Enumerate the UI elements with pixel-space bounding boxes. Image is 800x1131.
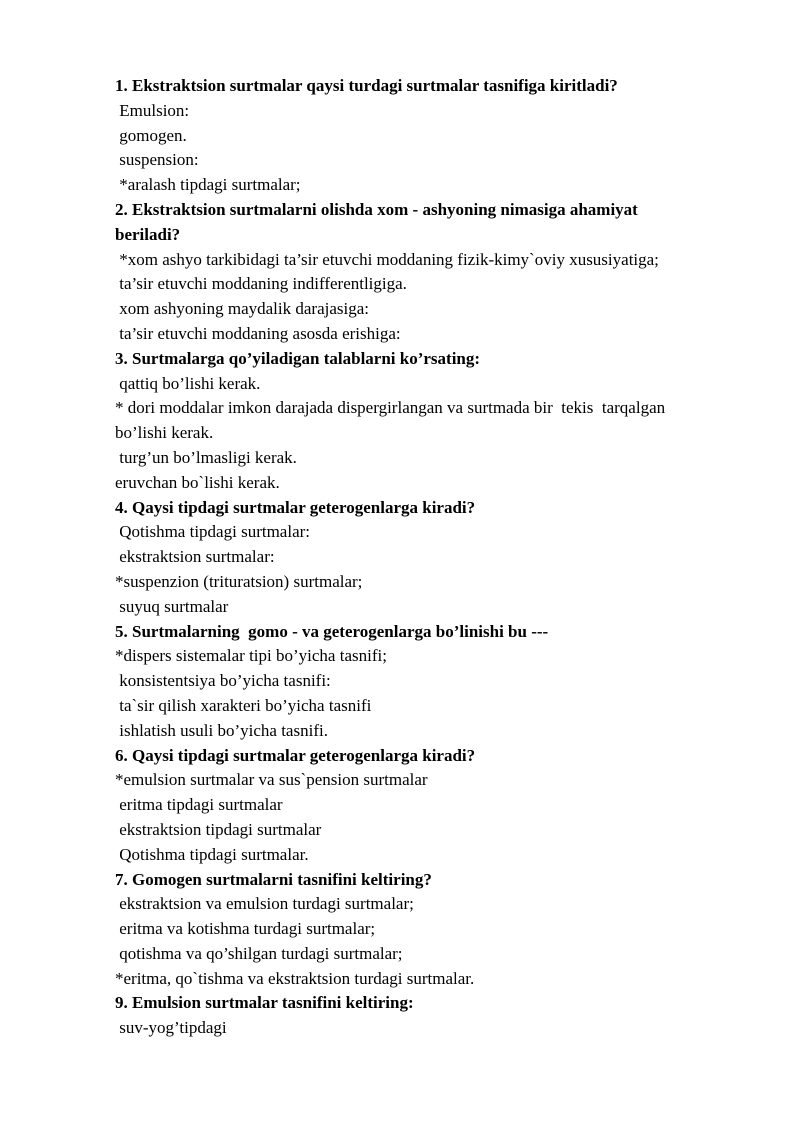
question-4-option-1: Qotishma tipdagi surtmalar: xyxy=(115,522,310,542)
question-9-option-1: suv-yog’tipdagi xyxy=(115,1018,227,1038)
question-1-option-2: gomogen. xyxy=(115,125,187,145)
question-2-line-1: 2. Ekstraktsion surtmalarni olishda xom - ashyoning nimasiga ahamiyat xyxy=(115,199,638,219)
question-3-option-2-line-2: bo’lishi kerak. xyxy=(115,423,214,443)
question-1-line-1: 1. Ekstraktsion surtmalar qaysi turdagi surtmalar tasnifiga kiritladi? xyxy=(115,76,618,95)
question-6-option-3: ekstraktsion tipdagi surtmalar xyxy=(115,819,322,839)
question-2-line-2: beriladi? xyxy=(115,224,181,244)
question-6-line-1: 6. Qaysi tipdagi surtmalar geterogenlarga kiradi? xyxy=(115,745,476,765)
question-4-line-1: 4. Qaysi tipdagi surtmalar geterogenlarga kiradi? xyxy=(115,497,476,517)
question-6-option-1: *emulsion surtmalar va sus`pension surtmalar xyxy=(115,770,428,790)
question-7-option-4: *eritma, qo`tishma va ekstraktsion turdagi surtmalar. xyxy=(115,968,475,988)
question-7-option-2: eritma va kotishma turdagi surtmalar; xyxy=(115,919,376,939)
question-9-line-1: 9. Emulsion surtmalar tasnifini keltiring: xyxy=(115,993,414,1013)
question-3-option-3: turg’un bo’lmasligi kerak. xyxy=(115,447,297,467)
question-7-option-1: ekstraktsion va emulsion turdagi surtmalar; xyxy=(115,894,414,914)
question-3-option-1: qattiq bo’lishi kerak. xyxy=(115,373,261,393)
question-1-option-3: suspension: xyxy=(115,150,199,170)
question-5-option-2: konsistentsiya bo’yicha tasnifi: xyxy=(115,671,331,691)
question-5-option-1: *dispers sistemalar tipi bo’yicha tasnifi; xyxy=(115,646,387,666)
question-1-option-1: Emulsion: xyxy=(115,100,190,120)
question-6-option-2: eritma tipdagi surtmalar xyxy=(115,795,283,815)
question-2-option-3: xom ashyoning maydalik darajasiga: xyxy=(115,299,369,319)
question-2-option-2: ta’sir etuvchi moddaning indifferentligiga. xyxy=(115,274,407,294)
question-4-option-3: *suspenzion (trituratsion) surtmalar; xyxy=(115,571,363,591)
question-5-option-4: ishlatish usuli bo’yicha tasnifi. xyxy=(115,720,328,740)
question-4-option-2: ekstraktsion surtmalar: xyxy=(115,547,275,567)
question-3-option-2-line-1: * dori moddalar imkon darajada dispergirlangan va surtmada bir tekis tarqalgan xyxy=(115,398,666,418)
question-6-option-4: Qotishma tipdagi surtmalar. xyxy=(115,844,309,864)
question-5-line-1: 5. Surtmalarning gomo - va geterogenlarga bo’linishi bu --- xyxy=(115,621,549,641)
question-3-option-4: eruvchan bo`lishi kerak. xyxy=(115,472,280,492)
document-page xyxy=(115,74,735,1041)
question-4-option-4: suyuq surtmalar xyxy=(115,596,229,616)
question-2-option-1: *xom ashyo tarkibidagi ta’sir etuvchi moddaning fizik-kimy`oviy xususiyatiga; xyxy=(115,249,659,269)
question-5-option-3: ta`sir qilish xarakteri bo’yicha tasnifi xyxy=(115,695,372,715)
question-2-option-4: ta’sir etuvchi moddaning asosda erishiga: xyxy=(115,323,401,343)
question-3-line-1: 3. Surtmalarga qo’yiladigan talablarni ko’rsating: xyxy=(115,348,481,368)
question-1-option-4: *aralash tipdagi surtmalar; xyxy=(115,175,301,195)
question-7-option-3: qotishma va qo’shilgan turdagi surtmalar; xyxy=(115,943,403,963)
question-7-line-1: 7. Gomogen surtmalarni tasnifini keltiring? xyxy=(115,869,432,889)
